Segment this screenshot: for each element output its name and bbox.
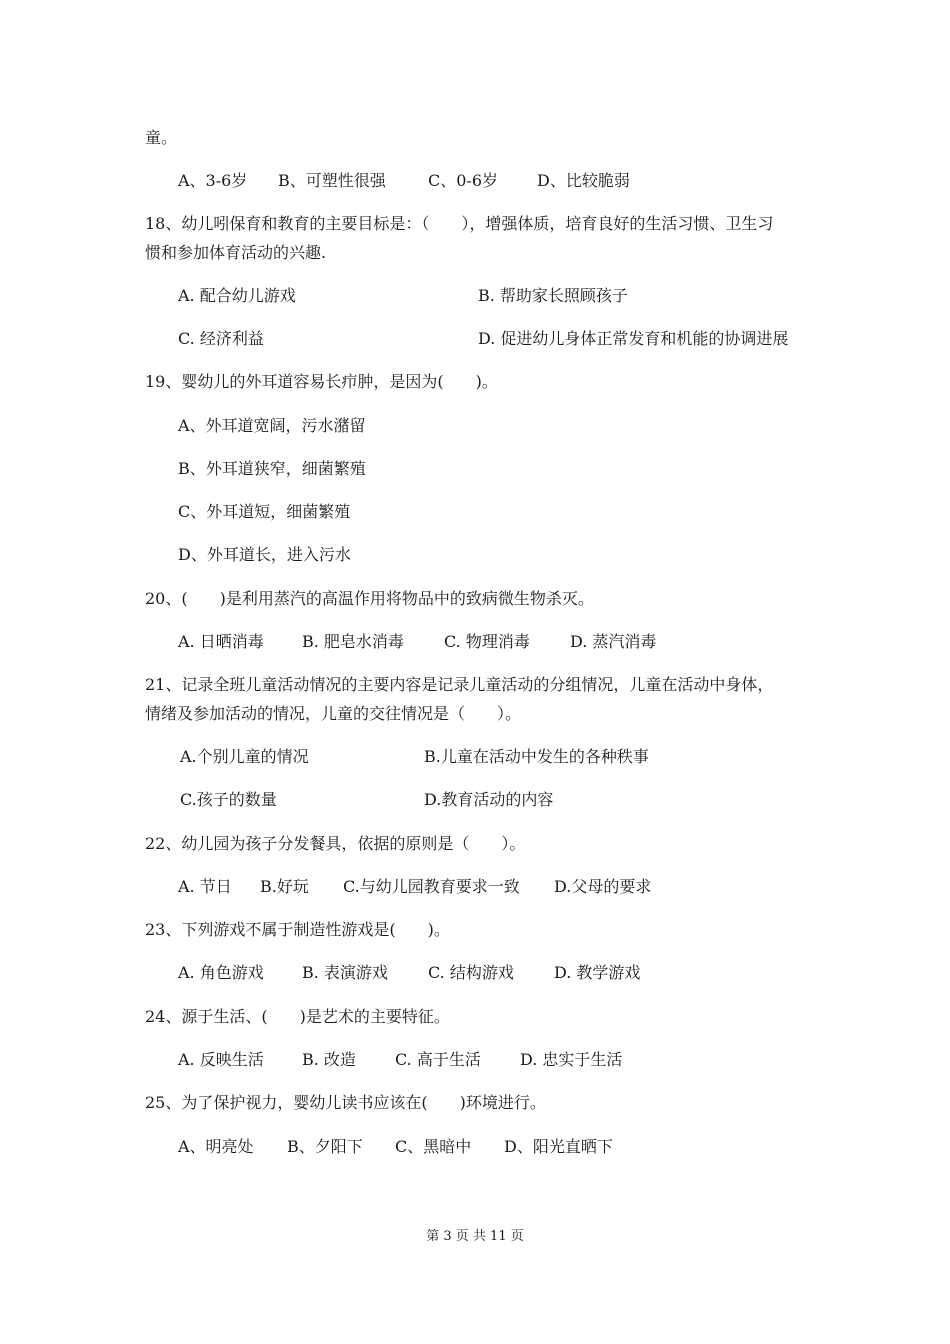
q24-option-d: D. 忠实于生活 <box>520 1050 623 1069</box>
q24-option-b: B. 改造 <box>302 1050 356 1069</box>
q19-option-d: D、外耳道长，进入污水 <box>178 545 351 564</box>
question-21-line-2: 情绪及参加活动的情况，儿童的交往情况是（ ）。 <box>145 704 522 723</box>
q23-option-b: B. 表演游戏 <box>302 963 388 982</box>
q19-option-c: C、外耳道短，细菌繁殖 <box>178 502 351 521</box>
q17-option-a: A、3-6岁 <box>178 171 248 190</box>
q22-option-d: D.父母的要求 <box>554 877 652 896</box>
q19-option-b: B、外耳道狭窄，细菌繁殖 <box>178 459 366 478</box>
q21-option-d: D.教育活动的内容 <box>424 790 554 809</box>
q25-option-c: C、黑暗中 <box>395 1137 472 1156</box>
question-17-continuation: 童。 <box>145 128 178 147</box>
q17-option-d: D、比较脆弱 <box>537 171 630 190</box>
q23-option-d: D. 教学游戏 <box>554 963 641 982</box>
q21-option-c: C.孩子的数量 <box>180 790 277 809</box>
q22-option-c: C.与幼儿园教育要求一致 <box>343 877 520 896</box>
question-18-line-2: 惯和参加体育活动的兴趣. <box>145 243 327 262</box>
q20-option-d: D. 蒸汽消毒 <box>570 632 657 651</box>
q21-option-a: A.个别儿童的情况 <box>180 747 309 766</box>
q20-option-a: A. 日晒消毒 <box>178 632 264 651</box>
q24-option-a: A. 反映生活 <box>178 1050 264 1069</box>
question-25-line-1: 25、为了保护视力，婴幼儿读书应该在( )环境进行。 <box>145 1093 546 1112</box>
q20-option-c: C. 物理消毒 <box>444 632 530 651</box>
question-23-line-1: 23、下列游戏不属于制造性游戏是( )。 <box>145 920 450 939</box>
question-18-line-1: 18、幼儿吲保育和教育的主要目标是：（ ），增强体质，培育良好的生活习惯、卫生习 <box>145 214 774 233</box>
q22-option-b: B.好玩 <box>260 877 309 896</box>
q22-option-a: A. 节日 <box>178 877 232 896</box>
q21-option-b: B.儿童在活动中发生的各种秩事 <box>424 747 649 766</box>
q25-option-d: D、阳光直晒下 <box>504 1137 613 1156</box>
q18-option-b: B. 帮助家长照顾孩子 <box>478 286 628 305</box>
question-21-line-1: 21、记录全班儿童活动情况的主要内容是记录儿童活动的分组情况，儿童在活动中身体， <box>145 675 774 694</box>
question-24-line-1: 24、源于生活、( )是艺术的主要特征。 <box>145 1007 450 1026</box>
q19-option-a: A、外耳道宽阔，污水潴留 <box>178 416 366 435</box>
q17-option-c: C、0-6岁 <box>428 171 499 190</box>
q18-option-c: C. 经济利益 <box>178 329 264 348</box>
q24-option-c: C. 高于生活 <box>395 1050 481 1069</box>
q17-option-b: B、可塑性很强 <box>278 171 386 190</box>
q18-option-a: A. 配合幼儿游戏 <box>178 286 296 305</box>
question-19-line-1: 19、婴幼儿的外耳道容易长疖肿，是因为( )。 <box>145 372 498 391</box>
question-22-line-1: 22、幼儿园为孩子分发餐具，依据的原则是（ ）。 <box>145 834 526 853</box>
q18-option-d: D. 促进幼儿身体正常发育和机能的协调进展 <box>478 329 789 348</box>
q23-option-c: C. 结构游戏 <box>428 963 514 982</box>
page-number-footer: 第 3 页 共 11 页 <box>426 1229 524 1244</box>
question-20-line-1: 20、( )是利用蒸汽的高温作用将物品中的致病微生物杀灭。 <box>145 589 594 608</box>
q23-option-a: A. 角色游戏 <box>178 963 264 982</box>
q25-option-a: A、明亮处 <box>178 1137 254 1156</box>
q25-option-b: B、夕阳下 <box>287 1137 363 1156</box>
q20-option-b: B. 肥皂水消毒 <box>302 632 404 651</box>
